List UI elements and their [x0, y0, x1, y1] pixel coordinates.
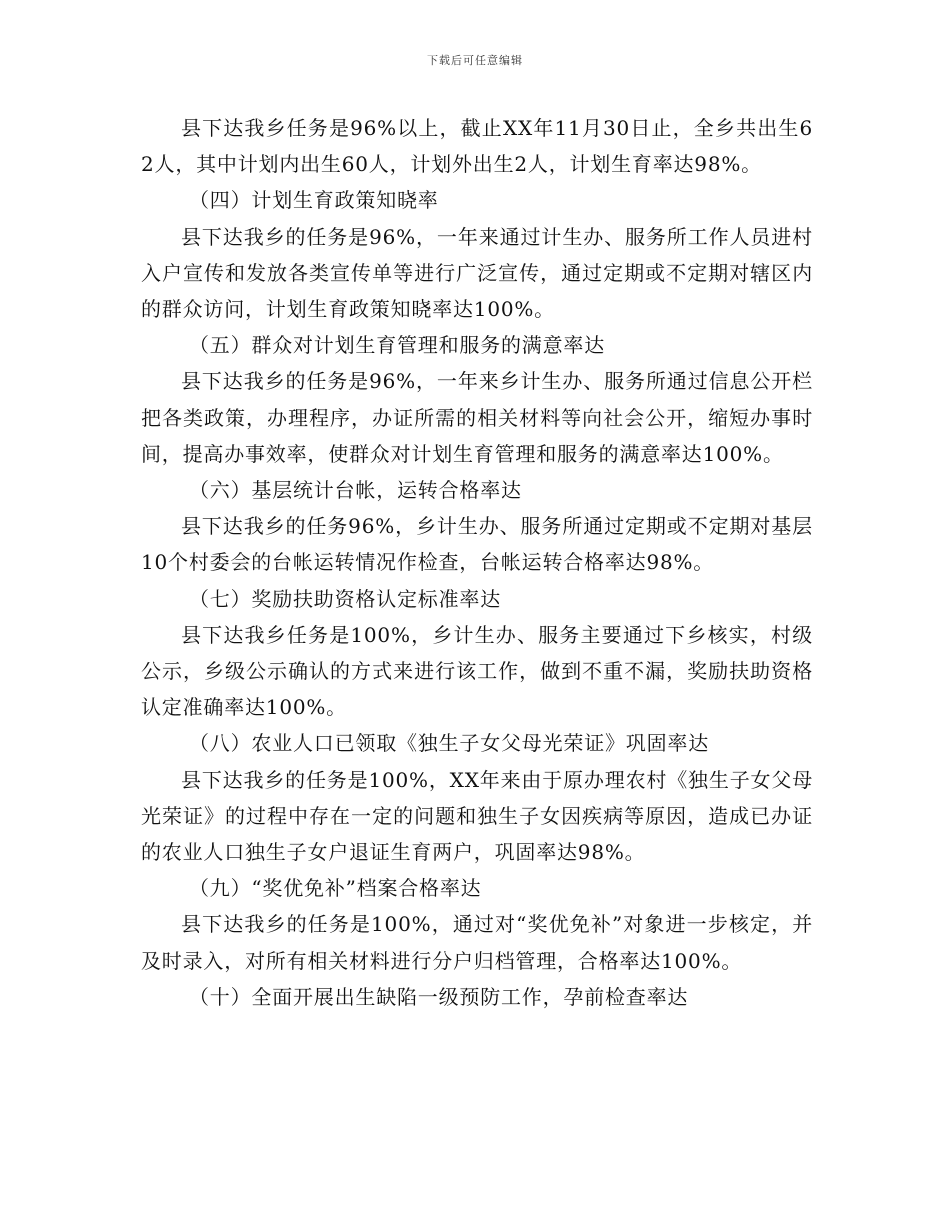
paragraph-honor-certificate: 县下达我乡的任务是100%，XX年来由于原办理农村《独生子女父母光荣证》的过程中存在一定的问题和独生子女因疾病等原因，造成已办证的农业人口独生子女户退证生育两户，巩固率达98%。 [141, 767, 813, 865]
document-body [141, 110, 813, 1015]
heading-reward-qualification: （七）奖励扶助资格认定标准率达 [189, 586, 501, 611]
heading-archive-qualification: （九）“奖优免补”档案合格率达 [189, 876, 482, 901]
paragraph-birth-rate: 县下达我乡任务是96%以上，截止XX年11月30日止，全乡共出生62人，其中计划内出生60人，计划外出生2人，计划生育率达98%。 [141, 116, 813, 177]
paragraph-archive-qualification: 县下达我乡的任务是100%，通过对“奖优免补”对象进一步核定，并及时录入，对所有相关材料进行分户归档管理，合格率达100%。 [141, 912, 813, 973]
paragraph-statistics-ledger: 县下达我乡的任务96%，乡计生办、服务所通过定期或不定期对基层10个村委会的台帐运转情况作检查，台帐运转合格率达98%。 [141, 514, 813, 575]
header-note: 下载后可任意编辑 [427, 54, 523, 67]
heading-satisfaction: （五）群众对计划生育管理和服务的满意率达 [189, 333, 605, 358]
heading-honor-certificate: （八）农业人口已领取《独生子女父母光荣证》巩固率达 [189, 731, 709, 756]
paragraph-reward-qualification: 县下达我乡任务是100%，乡计生办、服务主要通过下乡核实，村级公示，乡级公示确认的方式来进行该工作，做到不重不漏，奖励扶助资格认定准确率达100%。 [141, 622, 813, 720]
heading-policy-awareness: （四）计划生育政策知晓率 [189, 188, 439, 213]
paragraph-satisfaction: 县下达我乡的任务是96%，一年来乡计生办、服务所通过信息公开栏把各类政策，办理程序，办证所需的相关材料等向社会公开，缩短办事时间，提高办事效率，使群众对计划生育管理和服务的满意率达100%。 [141, 369, 813, 466]
heading-birth-defect-prevention: （十）全面开展出生缺陷一级预防工作，孕前检查率达 [189, 984, 689, 1009]
heading-statistics-ledger: （六）基层统计台帐，运转合格率达 [189, 478, 522, 503]
paragraph-policy-awareness: 县下达我乡的任务是96%，一年来通过计生办、服务所工作人员进村入户宣传和发放各类宣传单等进行广泛宣传，通过定期或不定期对辖区内的群众访问，计划生育政策知晓率达100%。 [141, 224, 813, 322]
